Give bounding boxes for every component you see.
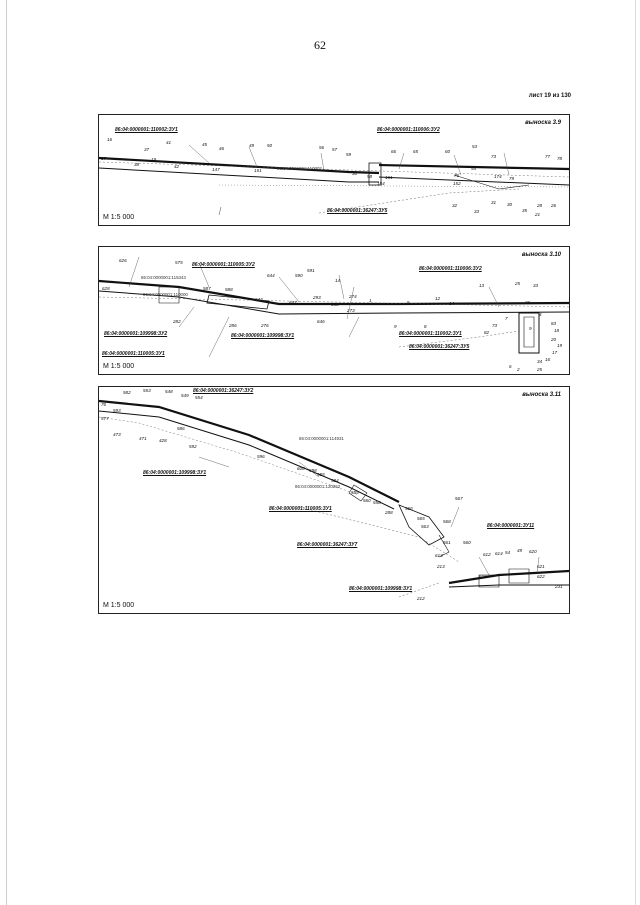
point-number-label: 593 [113, 408, 121, 413]
point-number-label: 83 [551, 321, 557, 326]
parcel-cadastral-label: 86:04:0000001:110006:ЗУ2 [419, 266, 482, 272]
point-number-label: 65 [413, 149, 419, 154]
point-number-label: 212 [417, 596, 425, 601]
point-number-label: 274 [349, 294, 357, 299]
point-number-label: 46 [219, 146, 225, 151]
point-number-label: 644 [267, 273, 275, 278]
point-number-label: 28 [537, 203, 543, 208]
map-scale: М 1:5 000 [103, 214, 135, 221]
point-number-label: 428 [159, 438, 167, 443]
scan-edge-right [635, 0, 636, 905]
point-number-label: 273 [347, 308, 355, 313]
parcel-cadastral-label: 86:04:0000001:ЗУ11 [487, 523, 535, 529]
point-number-label: 2 [517, 367, 520, 372]
parcel-id-label: 86:04:0000001:110002 [277, 166, 322, 171]
point-number-label: 549 [181, 393, 189, 398]
point-number-label: 555 [317, 472, 325, 477]
point-number-label: 19 [151, 157, 157, 162]
point-number-label: 288 [385, 510, 393, 515]
point-number-label: 26 [551, 203, 557, 208]
point-number-label: 82 [484, 330, 490, 335]
point-number-label: 151 [254, 168, 262, 173]
point-number-label: 13 [479, 283, 485, 288]
point-number-label: 59 [346, 152, 352, 157]
point-number-label: 76 [101, 402, 107, 407]
point-number-label: 152 [453, 181, 461, 186]
parcel-id-label: 86:04:0000001:110000 [143, 292, 188, 297]
point-number-label: 33 [533, 283, 539, 288]
point-number-label: 26 [525, 300, 531, 305]
callout-map-3-9 [98, 114, 570, 226]
point-number-label: 615 [479, 574, 487, 579]
point-number-label: 77 [545, 154, 551, 159]
point-number-label: 591 [307, 268, 315, 273]
point-number-label: 147 [212, 167, 220, 172]
parcel-id-label: 86:04:0000001:120262 [295, 484, 341, 489]
point-number-label: 49 [517, 548, 523, 553]
scan-edge-left [6, 0, 7, 905]
point-number-label: 12 [435, 296, 441, 301]
parcel-cadastral-label: 86:04:0000001:110005:ЗУ1 [102, 351, 165, 357]
point-number-label: 213 [437, 564, 445, 569]
point-number-label: 54 [505, 550, 511, 555]
point-number-label: 37 [144, 147, 150, 152]
point-number-label: 575 [175, 260, 183, 265]
point-number-label: 621 [537, 564, 545, 569]
point-number-label: 276 [261, 323, 269, 328]
parcel-cadastral-label: 86:04:0000001:36247:ЗУ5 [327, 208, 388, 214]
point-number-label: 7 [505, 316, 508, 321]
point-number-label: 17 [552, 350, 558, 355]
point-number-label: 21 [535, 212, 541, 217]
point-number-label: 1 [369, 298, 372, 303]
point-number-label: 16 [107, 137, 113, 142]
point-number-label: 34 [537, 359, 543, 364]
parcel-id-label: 86:04:0000001:114931 [299, 436, 344, 441]
point-number-label: 596 [257, 454, 265, 459]
point-number-label: 560 [363, 498, 371, 503]
page-number: 62 [314, 38, 326, 52]
map-3-11-linework [99, 387, 569, 613]
point-number-label: 154 [377, 181, 385, 186]
point-number-label: 8 [424, 324, 427, 329]
parcel-cadastral-label: 86:04:0000001:110006:ЗУ2 [377, 127, 440, 133]
point-number-label: 592 [189, 444, 197, 449]
point-number-label: 76 [454, 173, 460, 178]
map-scale: М 1:5 000 [103, 363, 135, 370]
point-number-label: 567 [455, 496, 463, 501]
parcel-cadastral-label: 86:04:0000001:110005:ЗУ1 [269, 506, 332, 512]
parcel-cadastral-label: 86:04:0000001:109998:ЗУ1 [349, 586, 413, 592]
point-number-label: 79 [509, 176, 515, 181]
point-number-label: 286 [229, 323, 237, 328]
parcel-cadastral-label: 86:04:0000001:36247:ЗУ7 [297, 542, 358, 548]
point-number-label: 560 [463, 540, 471, 545]
point-number-label: 25 [515, 281, 521, 286]
point-number-label: 60 [445, 149, 451, 154]
point-number-label: 66 [391, 149, 397, 154]
point-number-label: 49 [249, 143, 255, 148]
parcel-cadastral-label: 86:04:0000001:36247:ЗУ2 [193, 388, 254, 394]
point-number-label: 78 [557, 156, 563, 161]
map-3-10-linework [99, 247, 569, 374]
point-number-label: 31 [491, 200, 497, 205]
callout-title: выноска 3.9 [525, 120, 561, 126]
point-number-label: 584 [331, 478, 339, 483]
point-number-label: 620 [529, 549, 537, 554]
point-number-label: 554 [195, 395, 203, 400]
point-number-label: 566 [405, 506, 413, 511]
point-number-label: 33 [474, 209, 480, 214]
point-number-label: 568 [443, 519, 451, 524]
point-number-label: 612 [483, 552, 491, 557]
point-number-label: 555 [351, 490, 359, 495]
point-number-label: 41 [166, 140, 172, 145]
point-number-label: 598 [309, 468, 317, 473]
point-number-label: 231 [555, 584, 563, 589]
point-number-label: 9 [529, 326, 532, 331]
point-number-label: 14 [335, 278, 341, 283]
point-number-label: 622 [537, 574, 545, 579]
point-number-label: 56 [319, 145, 325, 150]
point-number-label: 35 [522, 208, 528, 213]
point-number-label: 553 [143, 388, 151, 393]
point-number-label: 548 [165, 389, 173, 394]
point-number-label: 293 [313, 295, 321, 300]
point-number-label: 50 [267, 143, 273, 148]
sheet-info: лист 19 из 130 [528, 93, 571, 99]
point-number-label: 600 [297, 466, 305, 471]
parcel-cadastral-label: 86:04:0000001:110002:ЗУ1 [399, 331, 462, 337]
point-number-label: 54 [471, 166, 477, 171]
point-number-label: 586 [177, 426, 185, 431]
point-number-label: 561 [443, 540, 451, 545]
map-scale: М 1:5 000 [103, 602, 135, 609]
point-number-label: 577 [101, 416, 109, 421]
point-number-label: 626 [119, 258, 127, 263]
point-number-label: 642 [255, 297, 263, 302]
point-number-label: 19 [557, 343, 563, 348]
point-number-label: 16 [545, 357, 551, 362]
point-number-label: 614 [495, 551, 503, 556]
point-number-label: 650 [331, 302, 339, 307]
point-number-label: 32 [452, 203, 458, 208]
point-number-label: 73 [492, 323, 498, 328]
point-number-label: 14 [449, 301, 455, 306]
parcel-cadastral-label: 86:04:0000001:109998:ЗУ1 [143, 470, 207, 476]
point-number-label: 647 [289, 300, 297, 305]
callout-title: выноска 3.10 [521, 252, 561, 258]
point-number-label: 174 [494, 174, 502, 179]
point-number-label: 282 [173, 319, 181, 324]
callout-map-3-10 [98, 246, 570, 375]
point-number-label: 6 [509, 364, 512, 369]
point-number-label: 4 [539, 312, 542, 317]
point-number-label: 20 [551, 337, 557, 342]
point-number-label: 25 [537, 367, 543, 372]
parcel-id-label: 86:04:0000001:115343 [141, 275, 186, 280]
point-number-label: 471 [139, 436, 147, 441]
point-number-label: 9 [394, 324, 397, 329]
point-number-label: 588 [225, 287, 233, 292]
callout-title: выноска 3.11 [522, 392, 561, 398]
point-number-label: 57 [332, 147, 338, 152]
point-number-label: 30 [507, 202, 513, 207]
parcel-cadastral-label: 86:04:0000001:110002:ЗУ1 [115, 127, 178, 133]
point-number-label: 5 [407, 300, 410, 305]
point-number-label: 613 [435, 553, 443, 558]
point-number-label: 473 [113, 432, 121, 437]
parcel-cadastral-label: 86:04:0000001:110005:ЗУ2 [192, 262, 255, 268]
point-number-label: 45 [202, 142, 208, 147]
point-number-label: 646 [317, 319, 325, 324]
point-number-label: 58 [367, 174, 373, 179]
point-number-label: 558 [373, 500, 381, 505]
point-number-label: 590 [295, 273, 303, 278]
point-number-label: 565 [417, 516, 425, 521]
parcel-cadastral-label: 86:04:0000001:109998:ЗУ1 [231, 333, 295, 339]
parcel-cadastral-label: 86:04:0000001:36247:ЗУ5 [409, 344, 470, 350]
point-number-label: 38 [134, 162, 140, 167]
parcel-cadastral-label: 86:04:0000001:109998:ЗУ2 [104, 331, 168, 337]
point-number-label: 161 [385, 175, 393, 180]
point-number-label: 53 [472, 144, 478, 149]
point-number-label: 30 [352, 171, 358, 176]
point-number-label: 73 [491, 154, 497, 159]
point-number-label: 18 [554, 328, 560, 333]
point-number-label: 628 [102, 286, 110, 291]
point-number-label: 42 [174, 164, 180, 169]
point-number-label: 17 [101, 156, 107, 161]
callout-map-3-11 [98, 386, 570, 614]
point-number-label: 587 [203, 286, 211, 291]
point-number-label: 563 [421, 524, 429, 529]
point-number-label: 582 [123, 390, 131, 395]
